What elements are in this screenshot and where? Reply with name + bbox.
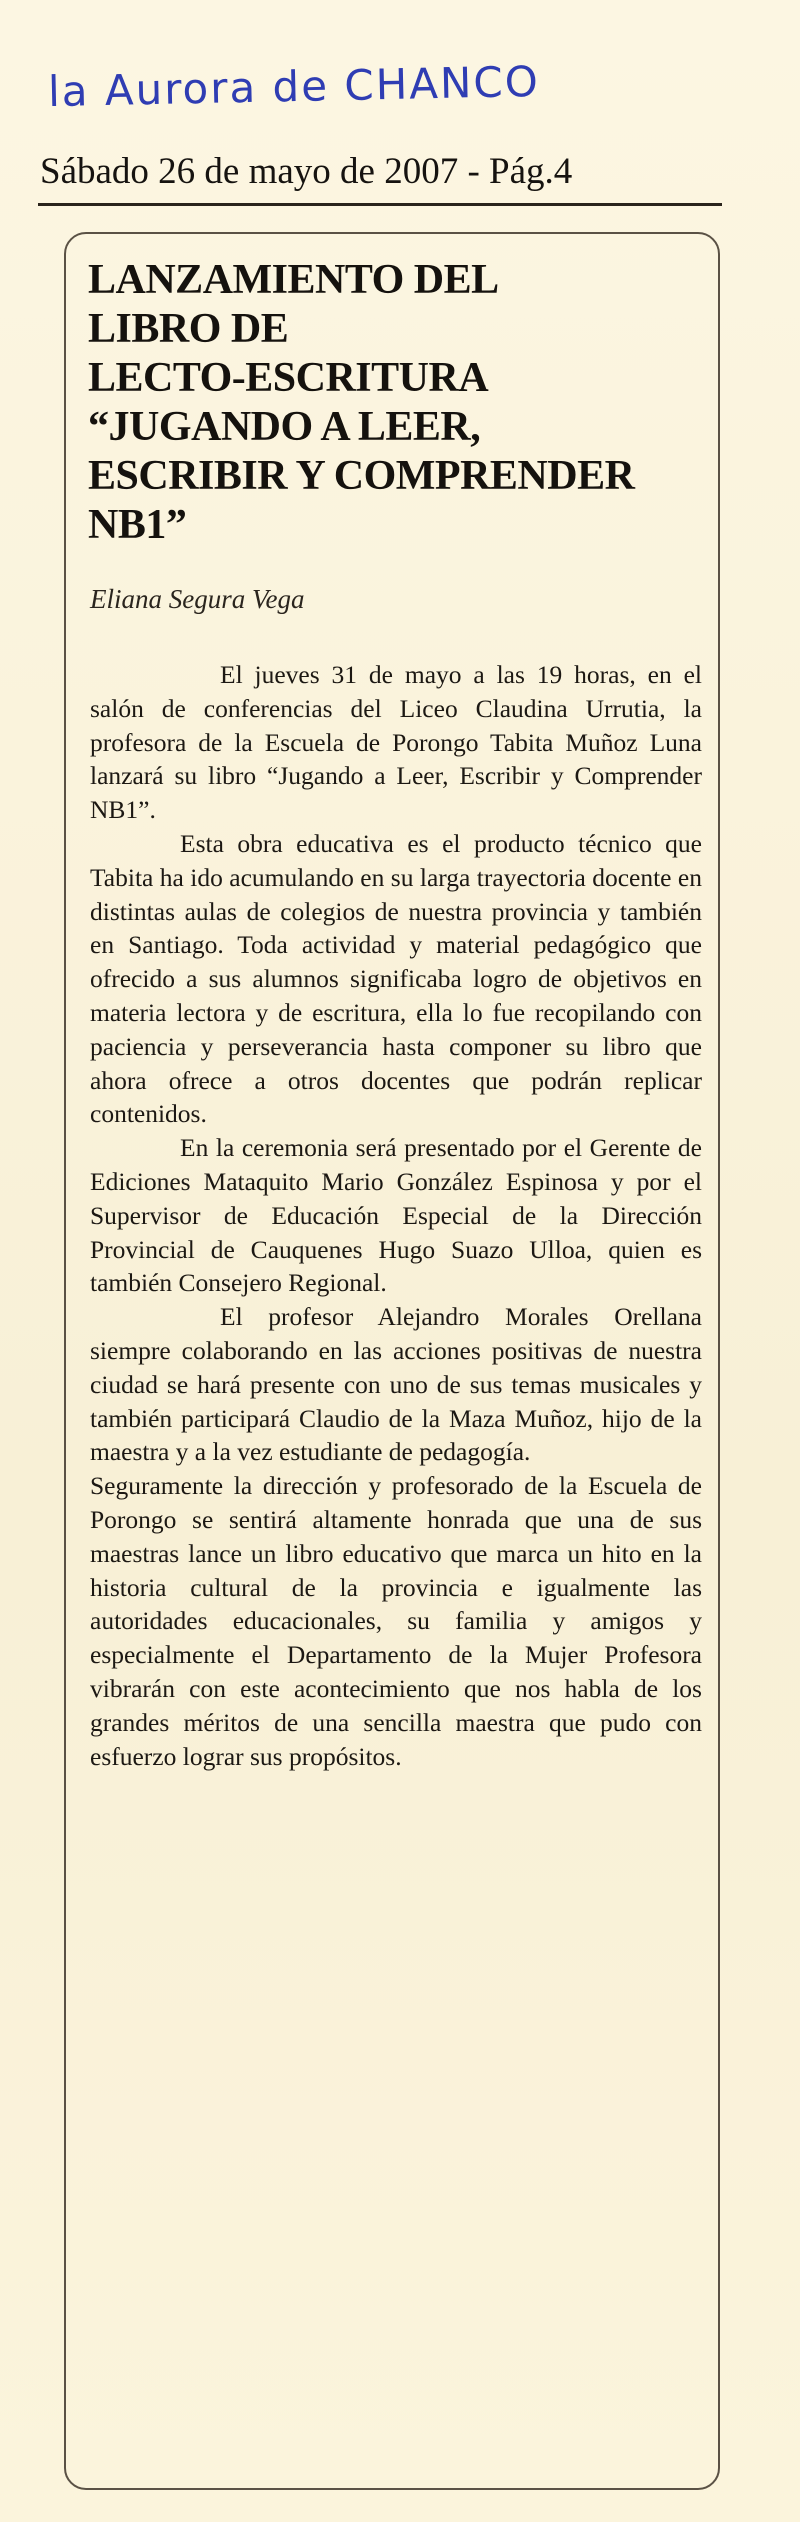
article-paragraph: Seguramente la dirección y profesorado de la Escuela de Porongo se sentirá altamente honrada que una de sus maestras lance un libro educativo que marca un hito en la historia cultural de la provincia e igualmente las autoridades educacionales, su familia y amigos y especialmente el Departamento de la Mujer Profesora vibrarán con este acontecimiento que nos habla de los grandes méritos de una sencilla maestra que pudo con esfuerzo lograr sus propósitos. <box>90 1471 702 1771</box>
article-paragraph: Esta obra educativa es el producto técnico que Tabita ha ido acumulando en su larga trayectoria docente en distintas aulas de colegios de nuestra provincia y también en Santiago. Toda actividad y material pedagógico que ofrecido a sus alumnos significaba logro de objetivos en materia lectora y de escritura, ella lo fue recopilando con paciencia y perseverancia hasta componer su libro que ahora ofrece a otros docentes que podrán replicar contenidos. <box>90 828 702 1129</box>
article-paragraph: El jueves 31 de mayo a las 19 horas, en el salón de conferencias del Liceo Claudina Urrutia, la profesora de la Escuela de Porongo Tabita Muñoz Luna lanzará su libro “Jugando a Leer, Escribir y Comprender NB1”. <box>90 660 702 825</box>
article-headline <box>88 256 718 550</box>
headline-line: NB1” <box>88 502 187 548</box>
headline-line: ESCRIBIR Y COMPRENDER <box>88 453 635 499</box>
newspaper-masthead: la Aurora de CHANCO <box>47 56 541 117</box>
headline-line: LANZAMIENTO DEL <box>88 257 499 303</box>
article-body <box>90 658 702 1773</box>
headline-line: “JUGANDO A LEER, <box>88 404 481 450</box>
dateline-rule <box>38 203 722 206</box>
article-paragraph: En la ceremonia será presentado por el Gerente de Ediciones Mataquito Mario González Espinosa y por el Supervisor de Educación Especial de la Dirección Provincial de Cauquenes Hugo Suazo Ulloa, quien es también Consejero Regional. <box>90 1133 702 1298</box>
headline-line: LIBRO DE <box>88 306 289 352</box>
article-paragraph: El profesor Alejandro Morales Orellana siempre colaborando en las acciones positivas de nuestra ciudad se hará presente con uno de sus temas musicales y también participará Claudio de la Maza Muñoz, hijo de la maestra y a la vez estudiante de pedagogía. <box>90 1302 702 1467</box>
issue-dateline: Sábado 26 de mayo de 2007 - Pág.4 <box>40 151 573 192</box>
article-byline: Eliana Segura Vega <box>90 584 305 614</box>
headline-line: LECTO-ESCRITURA <box>88 355 489 401</box>
